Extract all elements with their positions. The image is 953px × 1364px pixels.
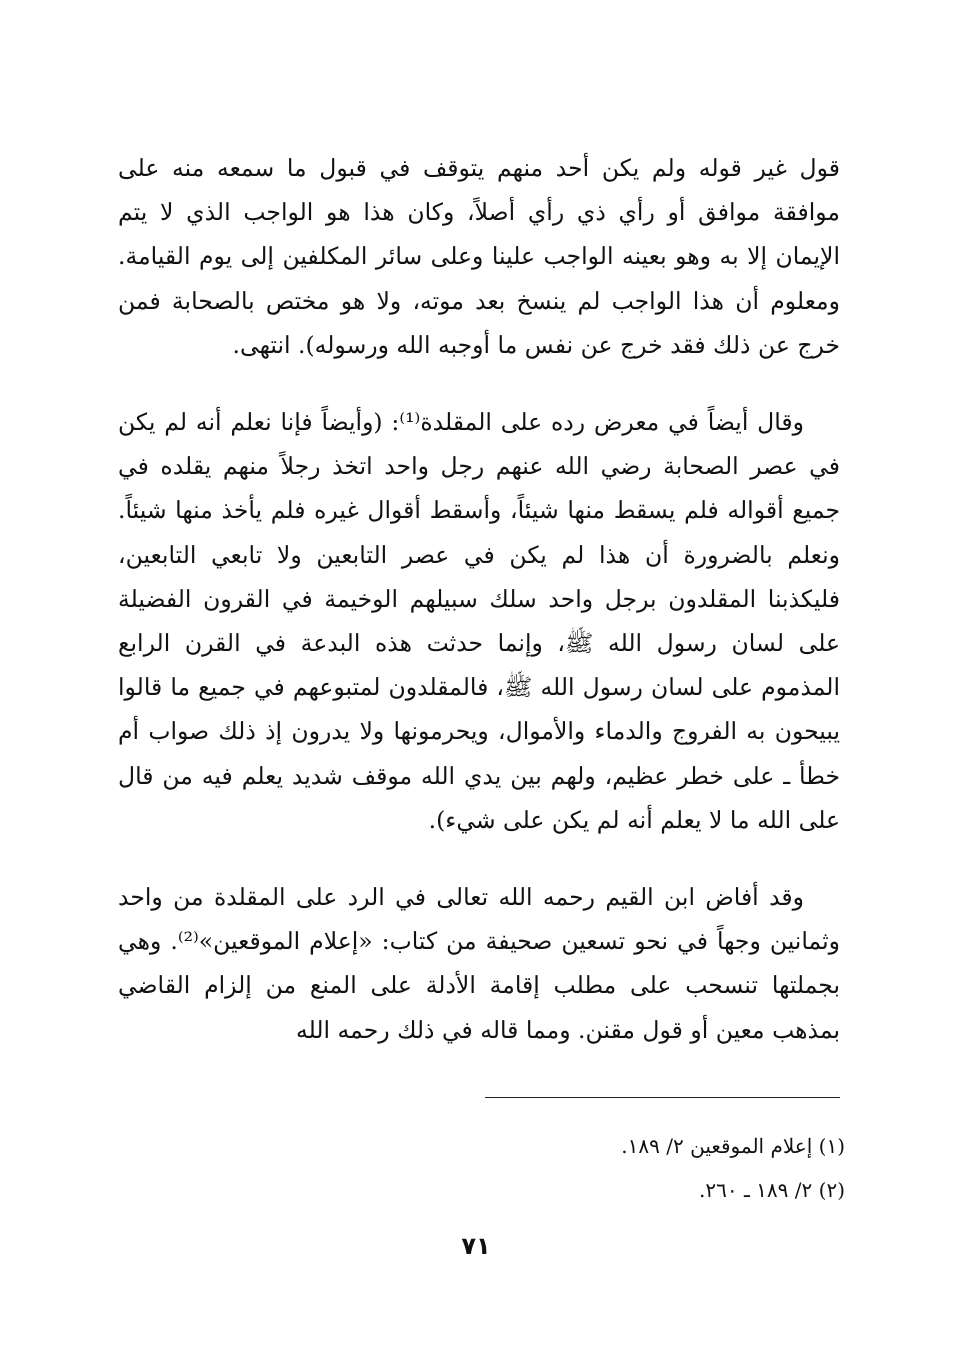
footnote-1: (١) إعلام الموقعين ٢/ ١٨٩.: [621, 1134, 845, 1158]
paragraph-text: قول غير قوله ولم يكن أحد منهم يتوقف في قبول ما سمعه منه على موافقة موافق أو رأي ذي رأي أصلاً، وكان هذا هو الواجب الذي لا يتم الإيمان إلا به وهو بعينه الواجب علينا وعلى سائر المكلفين إلى يوم القيامة. ومعلوم أن هذا الواجب لم ينسخ بعد موته، ولا هو مختص بالصحابة فمن خرج عن ذلك فقد خرج عن نفس ما أوجبه الله ورسوله). انتهى.: [118, 154, 840, 359]
footnotes: [400, 1124, 845, 1212]
footnote-2: (٢) ٢/ ١٨٩ ـ ٢٦٠.: [699, 1178, 845, 1202]
body-paragraph-quote: [118, 400, 840, 842]
body-paragraph-continued: [118, 146, 840, 367]
paragraph-text: وقال أيضاً في معرض رده على المقلدة⁽¹⁾: (وأيضاً فإنا نعلم أنه لم يكن في عصر الصحابة رضي الله عنهم رجل واحد اتخذ رجلاً منهم يقلده في جميع أقواله فلم يسقط منها شيئاً، وأسقط أقوال غيره فلم يأخذ منها شيئاً. ونعلم بالضرورة أن هذا لم يكن في عصر التابعين ولا تابعي التابعين، فليكذبنا المقلدون برجل واحد سلك سبيلهم الوخيمة في القرون الفضيلة على لسان رسول الله ﷺ، وإنما حدثت هذه البدعة في القرن الرابع المذموم على لسان رسول الله ﷺ، فالمقلدون لمتبوعهم في جميع ما قالوا يبيحون به الفروج والدماء والأموال، ويحرمونها ولا يدرون إذ ذلك صواب أم خطأ ـ على خطر عظيم، ولهم بين يدي الله موقف شديد يعلم فيه من قال على الله ما لا يعلم أنه لم يكن على شيء).: [118, 408, 840, 834]
footnote-divider: [485, 1097, 840, 1098]
body-paragraph-ibn-alqayyim: [118, 875, 840, 1052]
page-number: ٧١: [461, 1232, 491, 1260]
paragraph-text: وقد أفاض ابن القيم رحمه الله تعالى في الرد على المقلدة من واحد وثمانين وجهاً في نحو تسعين صحيفة من كتاب: «إعلام الموقعين»⁽²⁾. وهي بجملتها تنسحب على مطلب إقامة الأدلة على المنع من إلزام القاضي بمذهب معين أو قول مقنن. ومما قاله في ذلك رحمه الله: [118, 883, 840, 1044]
